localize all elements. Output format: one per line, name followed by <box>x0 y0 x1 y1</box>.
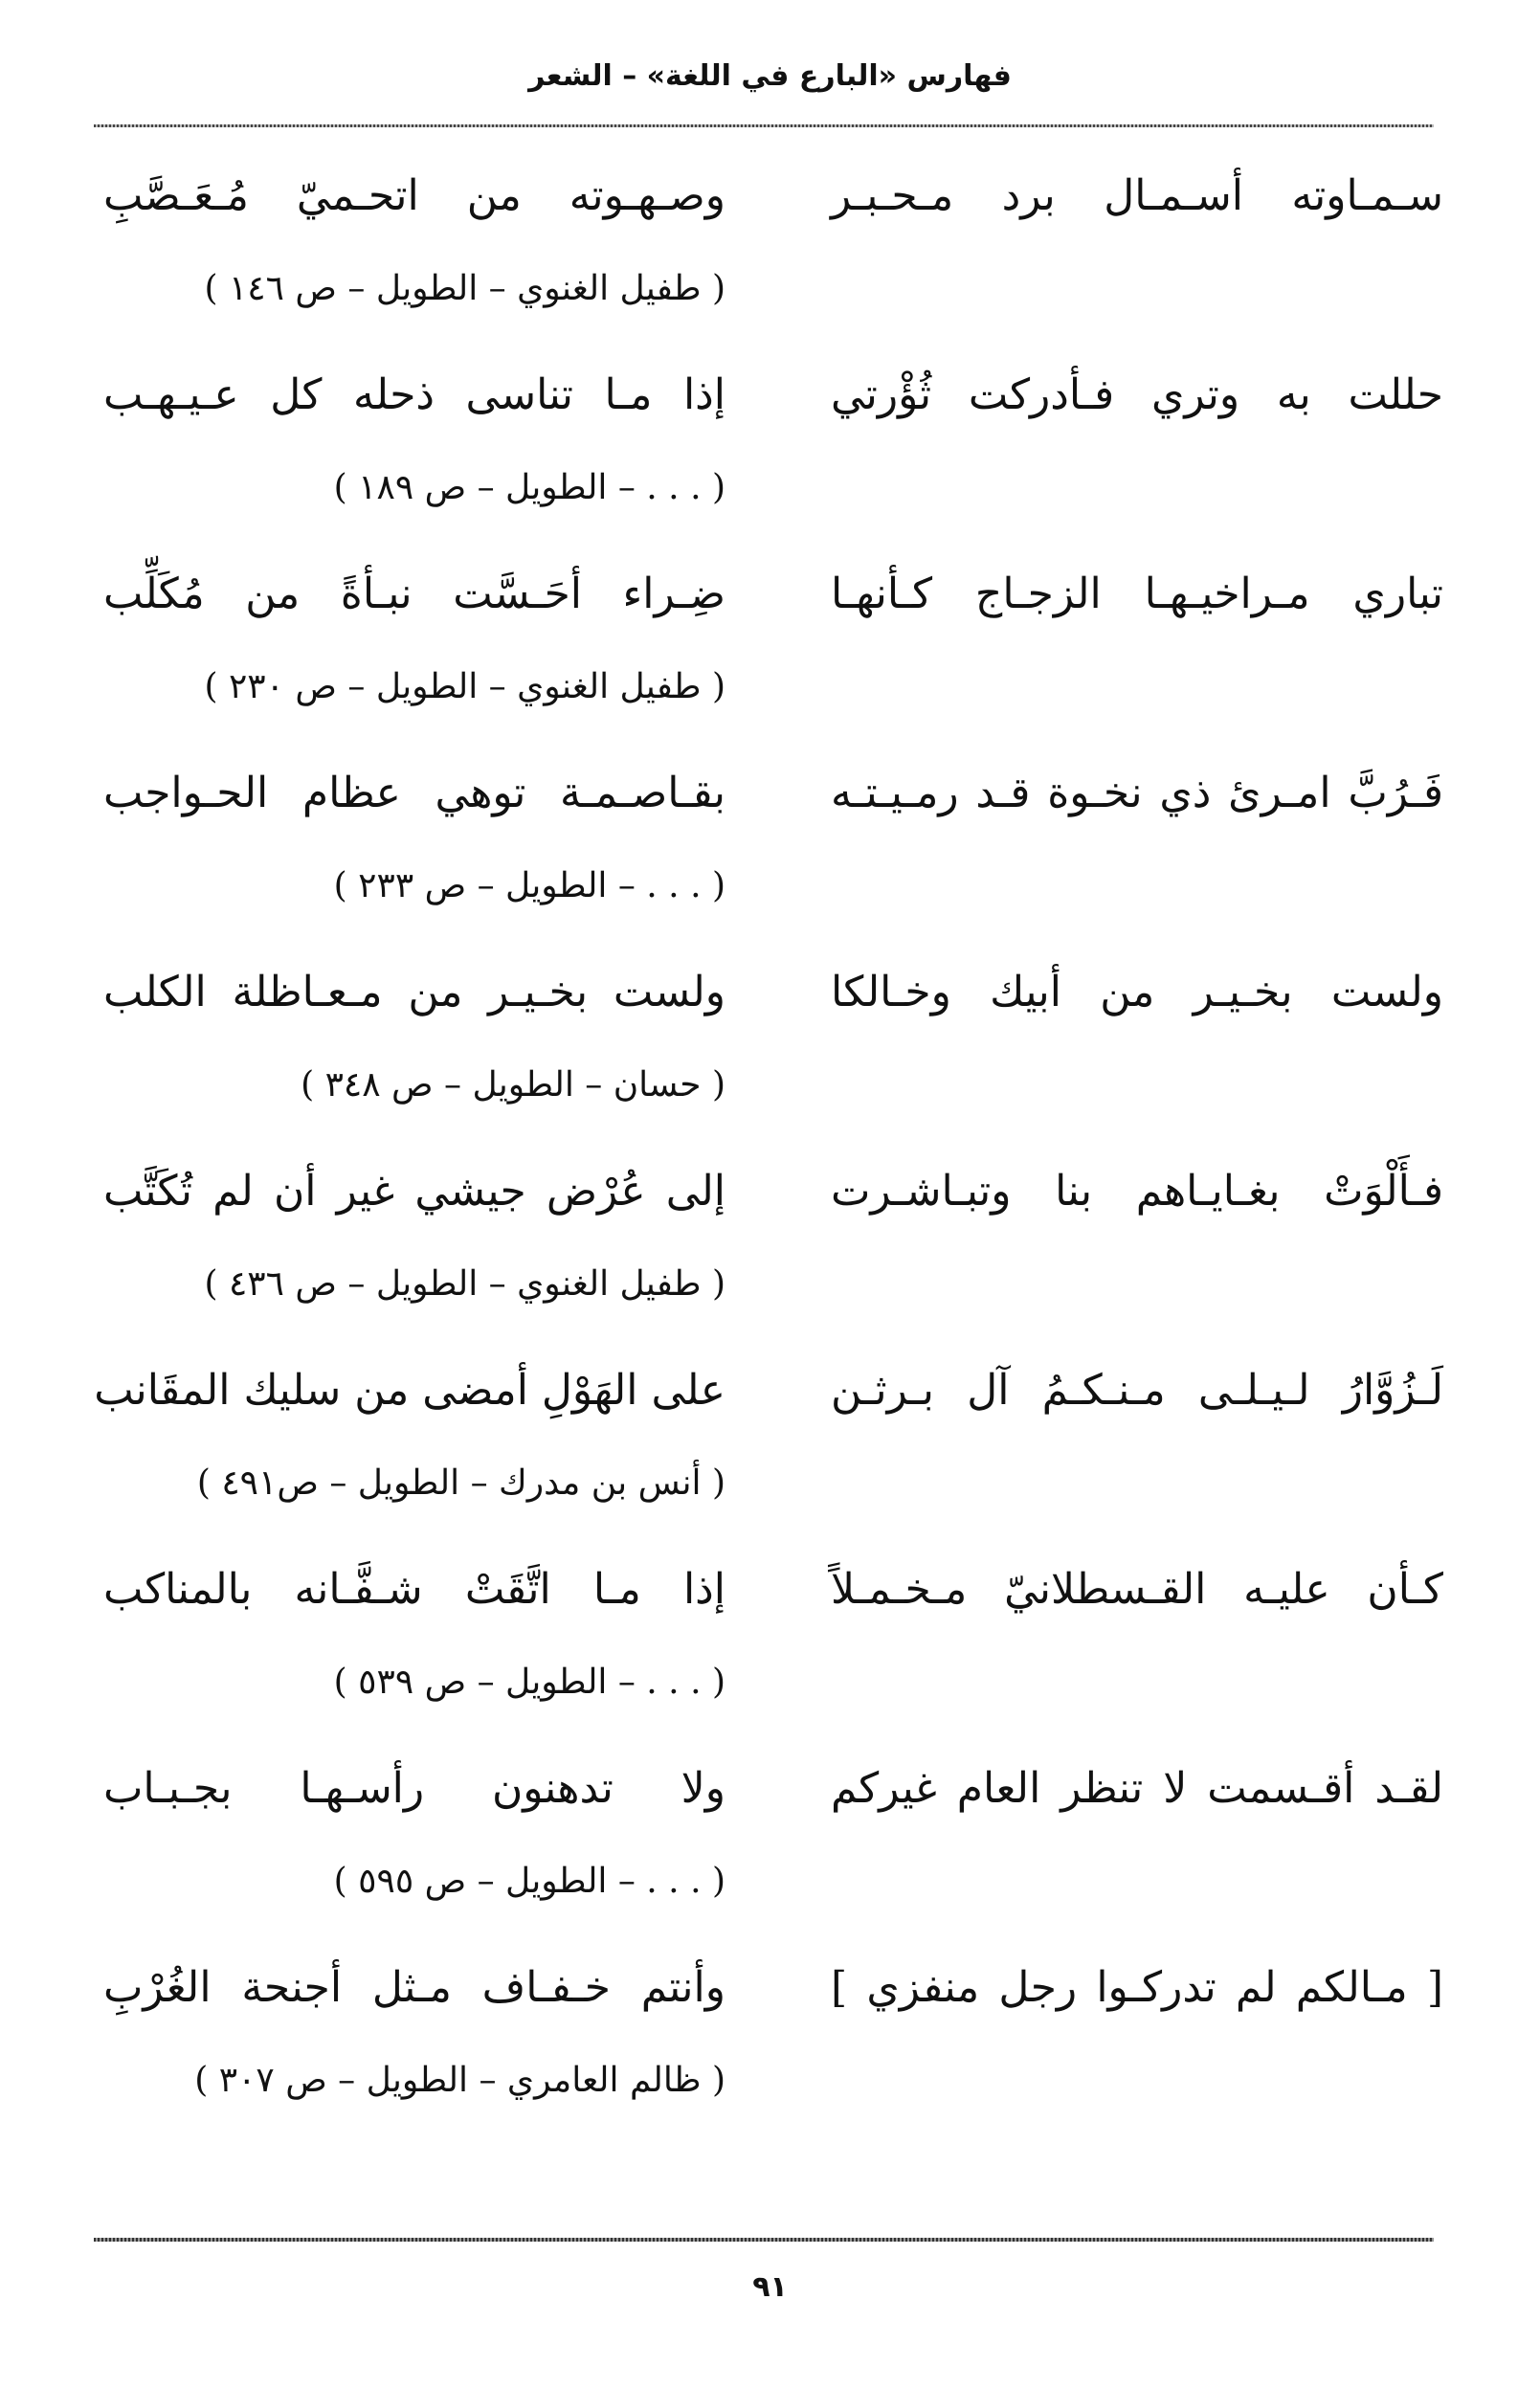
verse-entry <box>94 1935 1443 2134</box>
verse-first-hemistich: لقـد أقـسمت لا تنظر العام غيركم <box>831 1764 1443 1813</box>
verse-entry <box>94 144 1443 343</box>
verse-source: ( ظالم العامري – الطويل – ص ٣٠٧ ) <box>194 2061 725 2100</box>
verse-first-hemistich: حللت به وتري فـأدركت ثُؤْرتي <box>831 370 1443 419</box>
verse-second-hemistich: إلى عُرْض جيشي غير أن لم تُكَتَّب <box>103 1167 725 1216</box>
verse-line <box>94 1945 1443 2031</box>
verse-line <box>94 750 1443 837</box>
verse-first-hemistich: فَـرُبَّ امـرئ ذي نخـوة قـد رمـيـتـه <box>831 769 1443 817</box>
verse-entry <box>94 343 1443 542</box>
verse-first-hemistich: كـأن عليـه القـسطلانيّ مـخـمـلاً <box>831 1565 1443 1614</box>
poetry-index-list <box>94 144 1443 2134</box>
verse-source: ( أنس بن مدرك – الطويل – ص٤٩١ ) <box>196 1463 725 1503</box>
verse-source: ( حسان – الطويل – ص ٣٤٨ ) <box>301 1065 725 1105</box>
page-header-title: فهارس «البارع في اللغة» – الشعر <box>528 59 1012 93</box>
verse-entry <box>94 1537 1443 1736</box>
verse-first-hemistich: لَـزُوَّارُ لـيـلـى مـنـكـمُ آل بـرثـن <box>831 1366 1443 1415</box>
verse-entry <box>94 1139 1443 1338</box>
header-rule <box>94 124 1434 127</box>
verse-second-hemistich: ولا تدهنون رأسـهـا بجـبـاب <box>103 1764 725 1813</box>
verse-line <box>94 1547 1443 1633</box>
verse-line <box>94 551 1443 637</box>
verse-source: ( . . . – الطويل – ص ٥٣٩ ) <box>333 1663 725 1702</box>
verse-first-hemistich: سـمـاوته أسـمـال برد مـحـبـر <box>831 171 1443 220</box>
verse-entry <box>94 1338 1443 1537</box>
verse-line <box>94 1348 1443 1434</box>
verse-second-hemistich: إذا مـا اتَّقَتْ شـفَّـانه بالمناكب <box>103 1565 725 1614</box>
verse-second-hemistich: ولست بخـيـر من مـعـاظلة الكلب <box>103 968 725 1016</box>
verse-source: ( . . . – الطويل – ص ١٨٩ ) <box>333 468 725 507</box>
verse-entry <box>94 741 1443 940</box>
verse-line <box>94 153 1443 239</box>
verse-source: ( طفيل الغنوي – الطويل – ص ٢٣٠ ) <box>204 667 725 706</box>
verse-line <box>94 1149 1443 1235</box>
verse-source: ( . . . – الطويل – ص ٢٣٣ ) <box>333 866 725 905</box>
verse-line <box>94 352 1443 438</box>
verse-second-hemistich: وأنتم خـفـاف مـثل أجنحة الغُرْبِ <box>103 1963 725 2012</box>
verse-second-hemistich: وصـهـوته من اتحـميّ مُـعَـصَّبِ <box>103 171 725 220</box>
verse-second-hemistich: إذا مـا تناسى ذحله كل عـيـهـب <box>103 370 725 419</box>
verse-second-hemistich: بقـاصـمـة توهي عظام الحـواجب <box>103 769 725 817</box>
verse-source: ( طفيل الغنوي – الطويل – ص ٤٣٦ ) <box>204 1264 725 1304</box>
verse-entry <box>94 1736 1443 1935</box>
verse-second-hemistich: ضِـراء أحَـسَّت نبـأةً من مُكَلِّب <box>103 569 725 618</box>
verse-first-hemistich: فـأَلْوَتْ بغـايـاهم بنا وتبـاشـرت <box>831 1167 1443 1216</box>
verse-line <box>94 949 1443 1036</box>
verse-first-hemistich: تباري مـراخيـهـا الزجـاج كـأنهـا <box>831 569 1443 618</box>
verse-source: ( . . . – الطويل – ص ٥٩٥ ) <box>333 1862 725 1901</box>
verse-second-hemistich: على الهَوْلِ أمضى من سليك المقَانب <box>94 1366 725 1415</box>
verse-line <box>94 1746 1443 1832</box>
footer-rule <box>94 2238 1434 2242</box>
verse-first-hemistich: ولست بخـيـر من أبيك وخـالكا <box>831 968 1443 1016</box>
page-number: ٩١ <box>752 2270 788 2304</box>
verse-entry <box>94 542 1443 741</box>
verse-entry <box>94 940 1443 1139</box>
verse-source: ( طفيل الغنوي – الطويل – ص ١٤٦ ) <box>204 269 725 308</box>
verse-first-hemistich: [ مـالكم لم تدركـوا رجل منفزي ] <box>831 1963 1443 2012</box>
